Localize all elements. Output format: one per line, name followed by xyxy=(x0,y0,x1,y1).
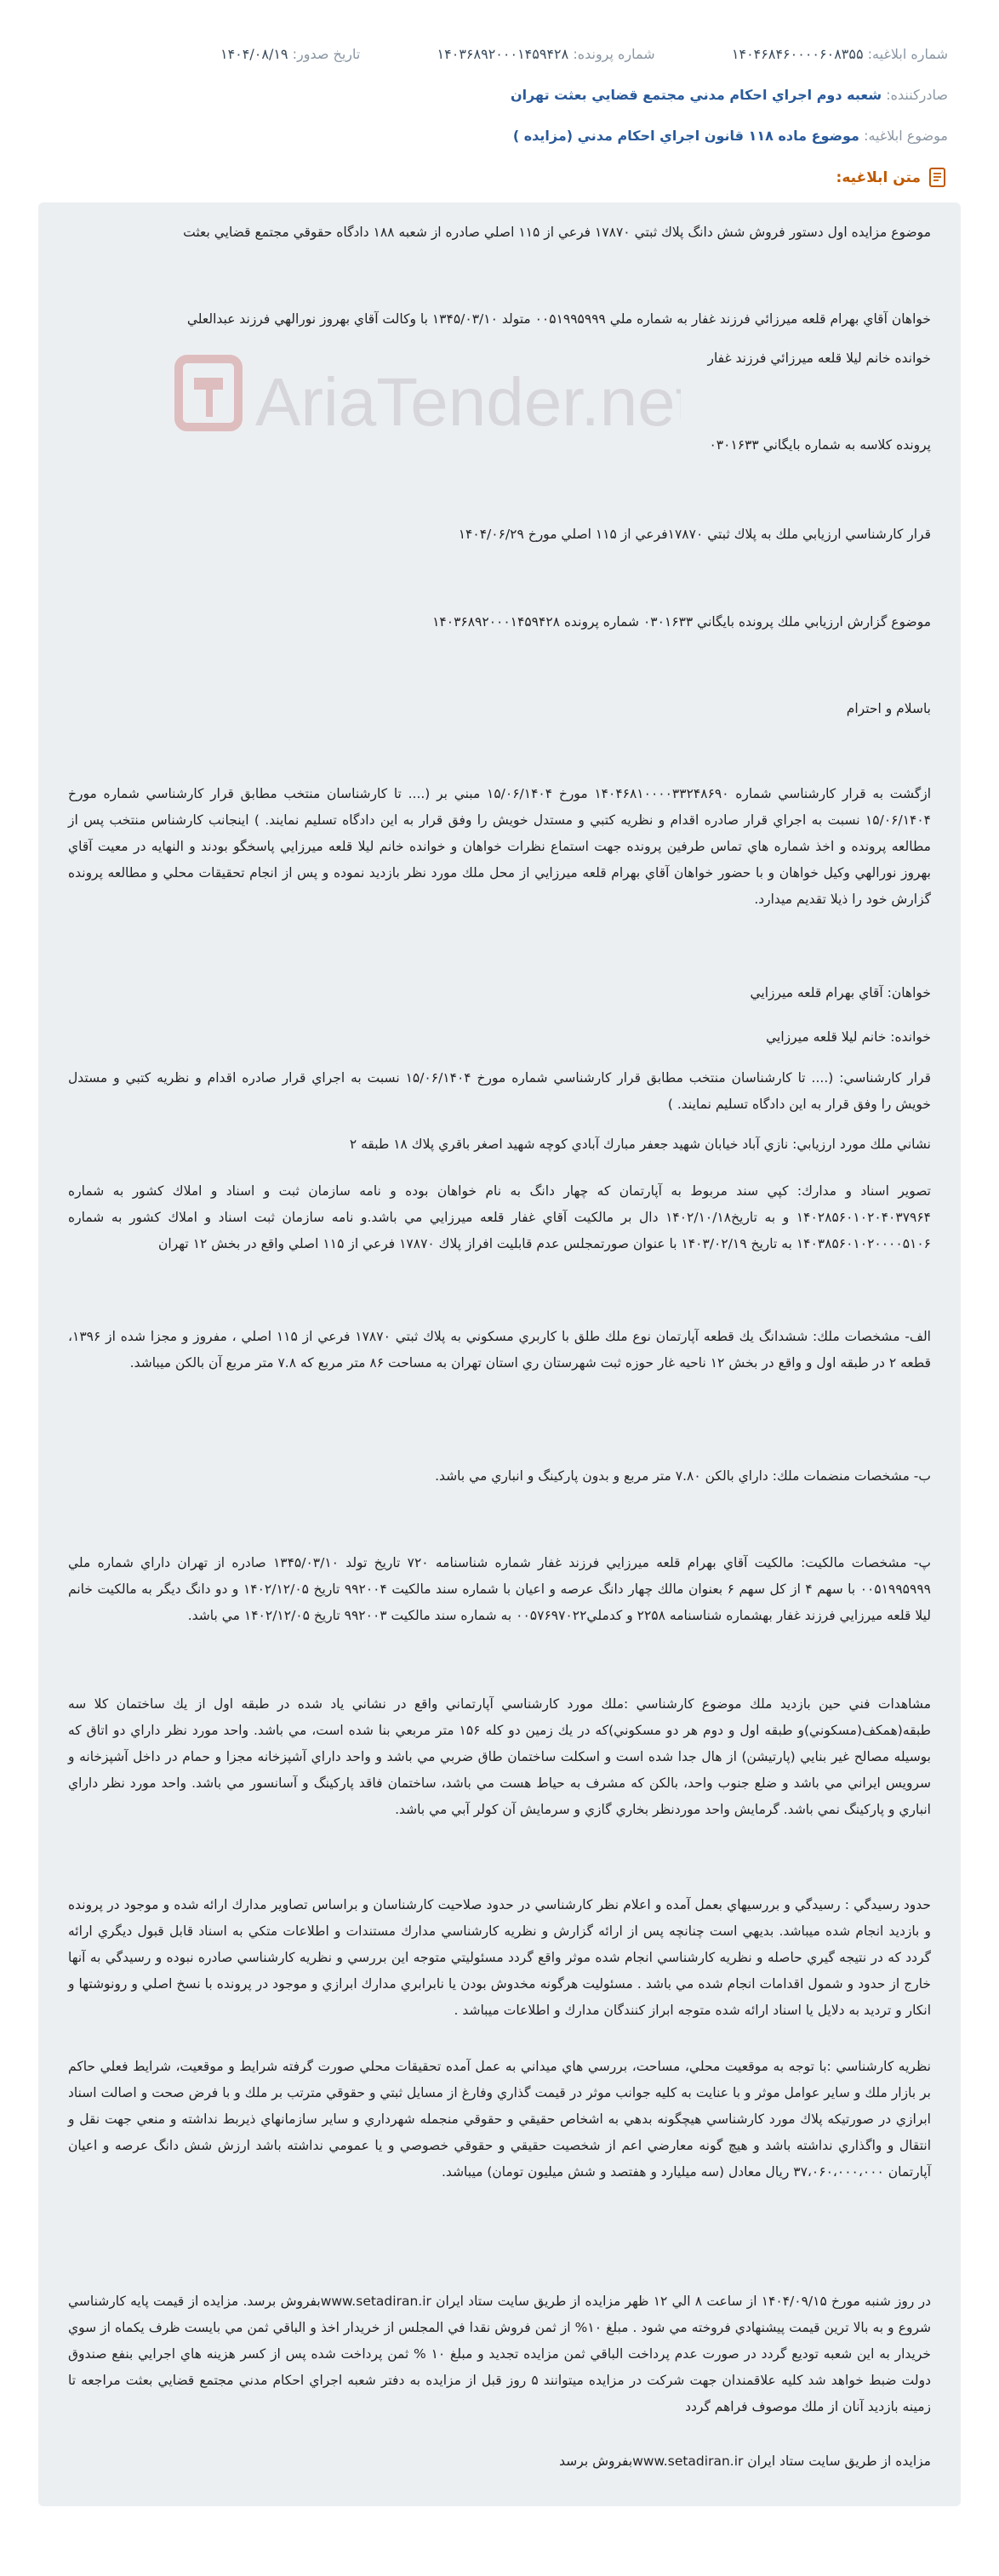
para-intro: ازگشت به قرار كارشناسي شماره ۱۴۰۴۶۸۱۰۰۰۰۳۳۲۴۸۶۹۰ مورخ ۱۵/۰۶/۱۴۰۴ مبني بر (.... تا كارشناسان منتخب مطابق قرار كارشناسي شماره مورخ ۱۵/۰۶/۱۴۰۴ نسبت به اجراي قرار صادره اقدام و نظريه كتبي و مستدل خويش را وفق قرار به اين دادگاه تسليم نمايند. ) اينجانب كارشناس منتخب پس از مطالعه پرونده و اخذ شماره هاي تماس طرفين پرونده جهت استماع نظرات خواهان و خوانده خانم ليلا قلعه ميرزايي پاسخگو بودند و النهايه در معيت آقاي بهروز نورالهي وكيل خواهان و با حضور خواهان آقاي بهرام قلعه ميرزايي از محل ملك مورد نظر بازديد نموده و پس از انجام تحقيقات محلي و مطالعه پرونده گزارش خود را ذيلا تقديم ميدارد. xyxy=(68,786,932,907)
para-report-subject: موضوع گزارش ارزيابي ملك پرونده بايگاني ۰۳۰۱۶۳۳ شماره پرونده ۱۴۰۳۶۸۹۲۰۰۰۱۴۵۹۴۲۸ xyxy=(432,614,931,630)
issuer: شعبه دوم اجراي احكام مدني مجتمع قضايي بعثت تهران xyxy=(510,87,882,103)
para-scope: حدود رسيدگي : رسيدگي و بررسيهاي بعمل آمده و اعلام نظر كارشناسي در حدود صلاحيت كارشناسان و براساس تصاوير مدارك ارائه شده و موجود در پرونده و بازديد انجام شده ميباشد. بديهي است چنانچه پس از ارائه گزارش و نظريه كارشناسي مدارك مستندات و اطلاعات متكي به اسناد قابل قبول ديگري ارائه گردد كه در نتيجه گيري حاصله و نظريه كارشناسي انجام شده موثر واقع گردد مسئوليتي متوجه اين بررسي و نظريه كارشناسي صادره نبوده و رسيدگي به آنها خارج از حدود و شمول اقدامات انجام شده مي باشد . مسئوليت هرگونه مخدوش بودن يا نابرابري مدارك ابرازي و موجود در پرونده با نسخ اصلي و رونوشتها و انكار و ترديد به دلايل يا اسناد ارائه شده متوجه ابراز كنندگان مدارك و اطلاعات ميباشد . xyxy=(68,1897,931,2018)
para-property-spec: الف- مشخصات ملك: ششدانگ يك قطعه آپارتمان نوع ملك طلق با كاربري مسكوني به پلاك ثبتي ۱۷۸۷۰ فرعي از ۱۱۵ اصلي ، مفروز و مجزا شده از ۱۳۹۶، قطعه ۲ در طبقه اول و واقع در بخش ۱۲ ناحيه غار حوزه ثبت شهرستان ري استان تهران به مساحت ۸۶ متر مربع كه ۷.۸ متر مربع آن بالكن ميباشد. xyxy=(68,1329,931,1371)
announce-no: ۱۴۰۴۶۸۴۶۰۰۰۰۶۰۸۳۵۵ xyxy=(731,46,864,62)
para-appurtenances: ب- مشخصات منضمات ملك: داراي بالكن ۷.۸۰ متر مربع و بدون پاركينگ و انباري مي باشد. xyxy=(435,1468,931,1484)
document-icon xyxy=(928,167,948,189)
para-subject: موضوع مزايده اول دستور فروش شش دانگ پلاك ثبتي ۱۷۸۷۰ فرعي از ۱۱۵ اصلي صادره از شعبه ۱۸۸ دادگاه حقوقي مجتمع قضايي بعثت xyxy=(183,225,931,240)
para-defendant-name: خوانده: خانم ليلا قلعه ميرزايي xyxy=(766,1029,931,1045)
para-technical-observations: مشاهدات فني حين بازديد ملك موضوع كارشناسي :ملك مورد كارشناسي آپارتماني واقع در نشاني ياد شده در طبقه اول از يك ساختمان كلا سه طبقه(همكف(مسكوني)و طبقه اول و دوم هر دو مسكوني)كه در يك زمين دو كله ۱۵۶ متر مربعي بنا شده است، مي باشد. واحد مورد نظر داراي دو اتاق كه بوسيله مصالح غير بنايي (پارتيشن) از هال جدا شده است و اسكلت ساختمان طاق ضربي مي باشد و واحد داراي آشپزخانه مجزا و حمام در داخل آشپزخانه و سرويس ايراني مي باشد و ضلع جنوب واحد، بالكن كه مشرف به حياط هست مي باشد، ساختمان فاقد پاركينگ و آسانسور مي باشد. واحد مورد نظر داراي انباري و پاركينگ نمي باشد. گرمايش واحد موردنظر بخاري گازي و سرمايش آن كولر آبي مي باشد. xyxy=(68,1696,931,1817)
meta-row-subject xyxy=(34,116,948,157)
notice-header xyxy=(34,34,948,157)
para-plaintiff-name: خواهان: آقاي بهرام قلعه ميرزايي xyxy=(750,985,931,1000)
announce-no-label: شماره ابلاغيه: xyxy=(867,46,948,62)
case-no-label: شماره پرونده: xyxy=(573,46,655,62)
issue-date: ۱۴۰۴/۰۸/۱۹ xyxy=(220,46,288,62)
case-no: ۱۴۰۳۶۸۹۲۰۰۰۱۴۵۹۴۲۸ xyxy=(437,46,569,62)
para-plaintiff: خواهان آقاي بهرام قلعه ميرزائي فرزند غفار به شماره ملي ۰۰۵۱۹۹۵۹۹۹ متولد ۱۳۴۵/۰۳/۱۰ با وكالت آقاي بهروز نورالهي فرزند عبدالعلي xyxy=(186,311,931,327)
notice-text-heading xyxy=(836,167,948,189)
subject: موضوع ماده ۱۱۸ قانون اجراي احكام مدني (مزايده ) xyxy=(512,128,859,144)
meta-row-issuer xyxy=(34,75,948,116)
issue-date-label: تاريخ صدور: xyxy=(292,46,361,62)
meta-row-numbers xyxy=(34,34,948,75)
para-documents: تصوير اسناد و مدارك: كپي سند مربوط به آپارتمان كه چهار دانگ به نام خواهان بوده و نامه سازمان ثبت و اسناد و املاك كشور به شماره ۱۴۰۲۸۵۶۰۱۰۲۰۴۰۳۷۹۶۴ و به تاريخ۱۴۰۲/۱۰/۱۸ دال بر مالكيت آقاي غفار قلعه ميرزايي مي باشد.و نامه سازمان ثبت اسناد و املاك كشور به شماره ۱۴۰۳۸۵۶۰۱۰۲۰۰۰۰۵۱۰۶ به تاريخ ۱۴۰۳/۰۲/۱۹ با عنوان صورتمجلس عدم قابليت افراز پلاك ۱۷۸۷۰ فرعي از ۱۱۵ اصلي واقع در بخش ۱۲ تهران xyxy=(68,1183,931,1251)
notice-text-title: متن ابلاغيه: xyxy=(836,169,921,186)
para-expert-order: قرار كارشناسي ارزيابي ملك به پلاك ثبتي ۱۷۸۷۰فرعي از ۱۱۵ اصلي مورخ ۱۴۰۴/۰۶/۲۹ xyxy=(458,527,931,542)
para-auction-site: مزايده از طريق سايت ستاد ايران www.setadiran.irبفروش برسد xyxy=(559,2453,931,2469)
para-ownership: پ- مشخصات مالكيت: مالكيت آقاي بهرام قلعه ميرزايي فرزند غفار شماره شناسنامه ۷۲۰ تاريخ تولد ۱۳۴۵/۰۳/۱۰ صادره از تهران داراي شماره ملي ۰۰۵۱۹۹۵۹۹۹ با سهم ۴ از كل سهم ۶ بعنوان مالك چهار دانگ عرصه و اعيان با شماره سند مالكيت ۹۹۲۰۰۴ تاريخ ۱۴۰۲/۱۲/۰۵ و دو دانگ ديگر به مالكيت خانم ليلا قلعه ميرزايي فرزند غفار بهشماره شناسنامه ۲۲۵۸ و كدملي۰۰۵۷۶۹۷۰۲۲ به شماره سند مالكيت ۹۹۲۰۰۳ تاريخ ۱۴۰۲/۱۲/۰۵ مي باشد. xyxy=(68,1555,931,1623)
para-case-class: پرونده كلاسه به شماره بايگاني ۰۳۰۱۶۳۳ xyxy=(709,437,931,453)
para-defendant: خوانده خانم ليلا قلعه ميرزائي فرزند غفار xyxy=(707,350,931,366)
watermark-text: AriaTender.net xyxy=(255,364,681,440)
para-greeting: باسلام و احترام xyxy=(846,701,931,716)
issuer-label: صادرکننده: xyxy=(886,87,948,103)
para-expert-opinion: نظريه كارشناسي :با توجه به موقعيت محلي، مساحت، بررسي هاي ميداني به عمل آمده تحقيقات محلي صورت گرفته شرايط و موقعيت، شرايط فعلي حاكم بر بازار ملك و ساير عوامل موثر و با عنايت به كليه جوانب موثر در قيمت گذاري وفارغ از مسايل ثبتي و حقوقي مترتب بر ملك و با فرض صحت و اصالت اسناد ابرازي در صورتيكه پلاك مورد كارشناسي هيچگونه بدهي به اشخاص حقيقي و حقوقي منجمله شهرداري و ساير سازمانهاي ذيربط نداشته و منعي جهت نقل و انتقال و واگذاري نداشته باشد و هيچ گونه معارضي اعم از شخصيت حقيقي و حقوقي خصوصي و يا عمومي نداشته باشد ارزش شش دانگ عرصه و اعيان آپارتمان ۳۷،۰۶۰،۰۰۰،۰۰۰ ريال معادل (سه ميليارد و هفتصد و شش ميليون تومان) ميباشد. xyxy=(68,2059,931,2180)
para-auction-terms: در روز شنبه مورخ ۱۴۰۴/۰۹/۱۵ از ساعت ۸ الي ۱۲ ظهر مزايده از طريق سايت ستاد ايران www.setadiran.irبفروش برسد. مزايده از قيمت پايه كارشناسي شروع و به بالا ترين قيمت پيشنهادي فروخته مي شود . مبلغ ۱۰% از ثمن فروش نقدا في المجلس از خريدار اخذ و الباقي ثمن مي بايست ظرف يكماه از سوي خريدار به اين شعبه توديع گردد در صورت عدم پرداخت الباقي ثمن مزايده تجديد و مبلغ ۱۰ % ثمن پرداخت شده پس از كسر هزينه هاي اجرايي بنفع صندوق دولت ضبط خواهد شد كليه علاقمندان جهت شركت در مزايده ميتوانند ۵ روز قبل از مزايده به دفتر شعبه اجراي احكام مدني مجتمع قضايي بعثت مراجعه تا زمينه بازديد آنان از ملك موصوف فراهم گردد xyxy=(68,2294,932,2414)
para-address: نشاني ملك مورد ارزيابي: نازي آباد خيابان شهيد جعفر مبارك آبادي كوچه شهيد اصغر باقري پلاك ۱۸ طبقه ۲ xyxy=(349,1137,931,1152)
para-expert-order-text: قرار كارشناسي: (.... تا كارشناسان منتخب مطابق قرار كارشناسي شماره مورخ ۱۵/۰۶/۱۴۰۴ نسبت به اجراي قرار صادره اقدام و نظريه كتبي و مستدل خويش را وفق قرار به اين دادگاه تسليم نمايند. ) xyxy=(68,1070,931,1112)
subject-label: موضوع ابلاغيه: xyxy=(864,128,948,144)
